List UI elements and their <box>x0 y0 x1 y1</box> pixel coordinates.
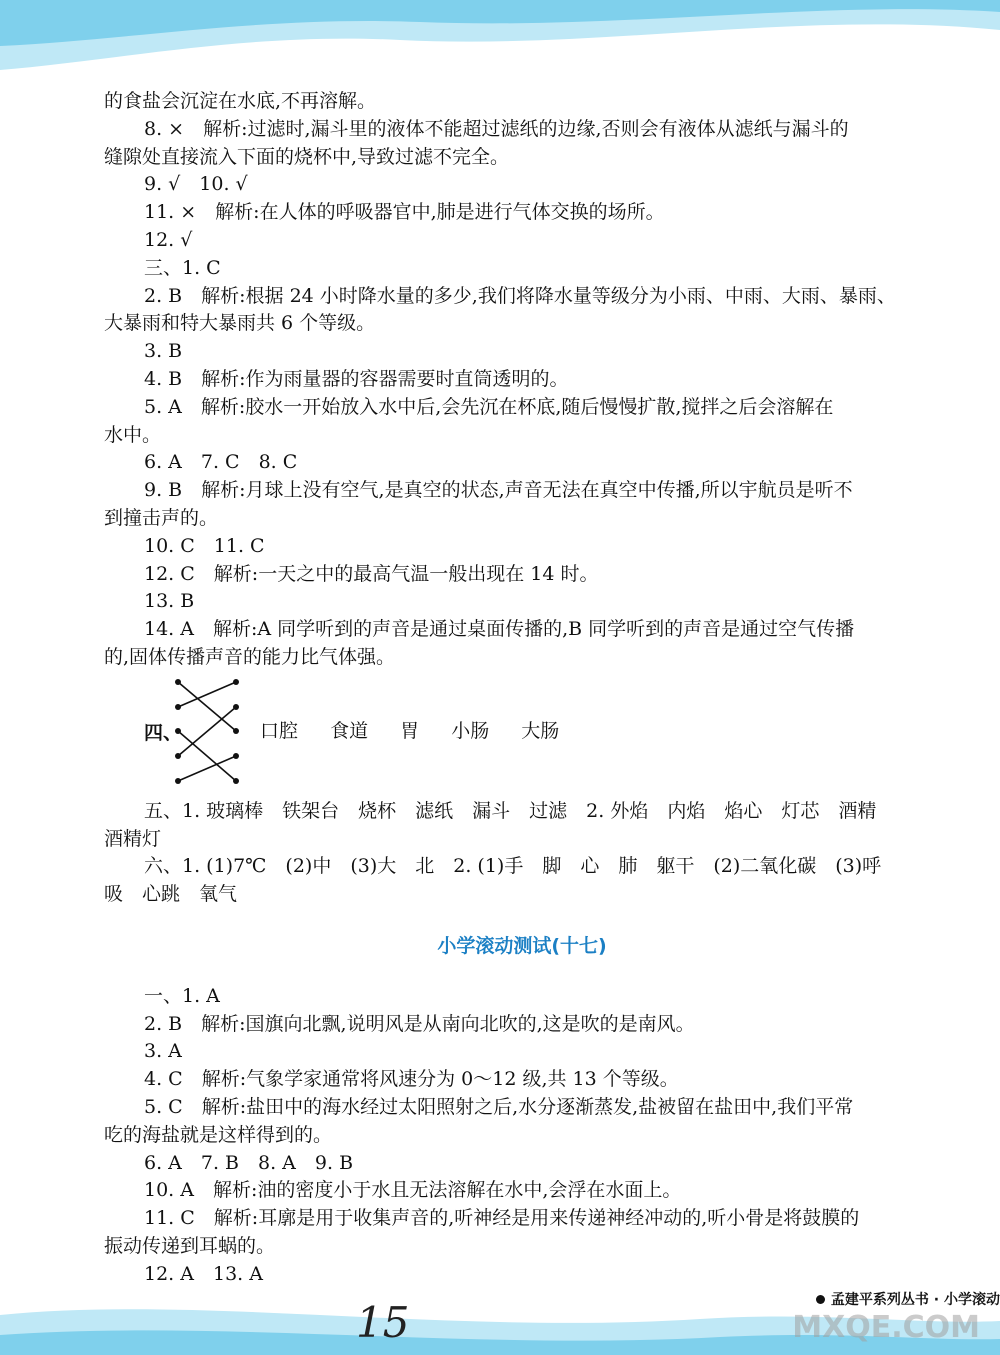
top-wave-decoration <box>0 0 1000 80</box>
text-line: 六、1. (1)7℃ (2)中 (3)大 北 2. (1)手 脚 心 肺 躯干 (2)二氧化碳 (3)呼 <box>144 855 882 878</box>
text-line: 12. √ <box>144 228 193 251</box>
text-line: 2. B 解析:国旗向北飘,说明风是从南向北吹的,这是吹的是南风。 <box>144 1012 695 1035</box>
text-line: 的食盐会沉淀在水底,不再溶解。 <box>104 90 377 112</box>
organ-word: 口腔 <box>260 719 299 742</box>
text-line: 6. A 7. C 8. C <box>144 451 298 474</box>
text-line: 吃的海盐就是这样得到的。 <box>104 1123 333 1146</box>
text-line: 吸 心跳 氧气 <box>104 883 238 906</box>
text-line: 4. B 解析:作为雨量器的容器需要时直筒透明的。 <box>144 367 569 390</box>
organ-word: 胃 <box>400 719 420 742</box>
text-line: 三、1. C <box>144 256 221 279</box>
answer-content <box>104 88 940 1288</box>
text-line: 11. × 解析:在人体的呼吸器官中,肺是进行气体交换的场所。 <box>144 201 665 224</box>
text-line: 5. A 解析:胶水一开始放入水中后,会先沉在杯底,随后慢慢扩散,搅拌之后会溶解在 <box>144 395 834 418</box>
text-line: 6. A 7. B 8. A 9. B <box>144 1151 354 1174</box>
text-line: 2. B 解析:根据 24 小时降水量的多少,我们将降水量等级分为小雨、中雨、大雨、暴雨、 <box>144 284 896 307</box>
brand-text: 孟建平系列丛书 · 小学滚动 <box>830 1292 1000 1308</box>
text-line: 振动传递到耳蜗的。 <box>104 1234 276 1257</box>
text-line: 9. √ 10. √ <box>144 173 248 196</box>
text-line: 11. C 解析:耳廓是用于收集声音的,听神经是用来传递神经冲动的,听小骨是将鼓膜的 <box>144 1207 860 1230</box>
text-line: 4. C 解析:气象学家通常将风速分为 0～12 级,共 13 个等级。 <box>144 1068 679 1091</box>
text-line: 到撞击声的。 <box>104 506 219 529</box>
text-line: 水中。 <box>104 423 162 446</box>
text-line: 8. × 解析:过滤时,漏斗里的液体不能超过滤纸的边缘,否则会有液体从滤纸与漏斗的 <box>144 117 849 140</box>
text-line: 12. C 解析:一天之中的最高气温一般出现在 14 时。 <box>144 562 599 585</box>
section-title: 小学滚动测试(十七) <box>437 934 607 957</box>
organ-word: 大肠 <box>521 719 560 742</box>
bullet-icon <box>816 1295 825 1304</box>
text-line: 的,固体传播声音的能力比气体强。 <box>104 645 396 668</box>
text-line: 5. C 解析:盐田中的海水经过太阳照射之后,水分逐渐蒸发,盐被留在盐田中,我们平常 <box>144 1095 854 1118</box>
organ-word: 小肠 <box>451 719 490 742</box>
text-line: 一、1. A <box>144 984 220 1007</box>
text-line: 14. A 解析:A 同学听到的声音是通过桌面传播的,B 同学听到的声音是通过空气传播 <box>144 618 855 641</box>
matching-answer <box>104 678 940 798</box>
text-line: 12. A 13. A <box>144 1262 263 1285</box>
site-watermark: MXQE.COM <box>792 1310 980 1345</box>
text-line: 13. B <box>144 590 195 613</box>
text-line: 五、1. 玻璃棒 铁架台 烧杯 滤纸 漏斗 过滤 2. 外焰 内焰 焰心 灯芯 酒精 <box>144 799 877 822</box>
text-line: 大暴雨和特大暴雨共 6 个等级。 <box>104 312 376 335</box>
text-line: 酒精灯 <box>104 827 162 850</box>
organ-word: 食道 <box>330 719 369 742</box>
organ-word-list <box>260 718 585 746</box>
text-line: 9. B 解析:月球上没有空气,是真空的状态,声音无法在真空中传播,所以宇航员是听不 <box>144 479 853 502</box>
text-line: 10. C 11. C <box>144 534 265 557</box>
page-number: 15 <box>356 1298 410 1347</box>
text-line: 10. A 解析:油的密度小于水且无法溶解在水中,会浮在水面上。 <box>144 1179 682 1202</box>
series-brand <box>816 1289 1000 1309</box>
text-line: 3. B <box>144 340 183 363</box>
section-four-label: 四、 <box>144 721 183 744</box>
text-line: 缝隙处直接流入下面的烧杯中,导致过滤不完全。 <box>104 145 510 168</box>
text-line: 3. A <box>144 1040 182 1063</box>
matching-lines-diagram <box>174 678 244 798</box>
